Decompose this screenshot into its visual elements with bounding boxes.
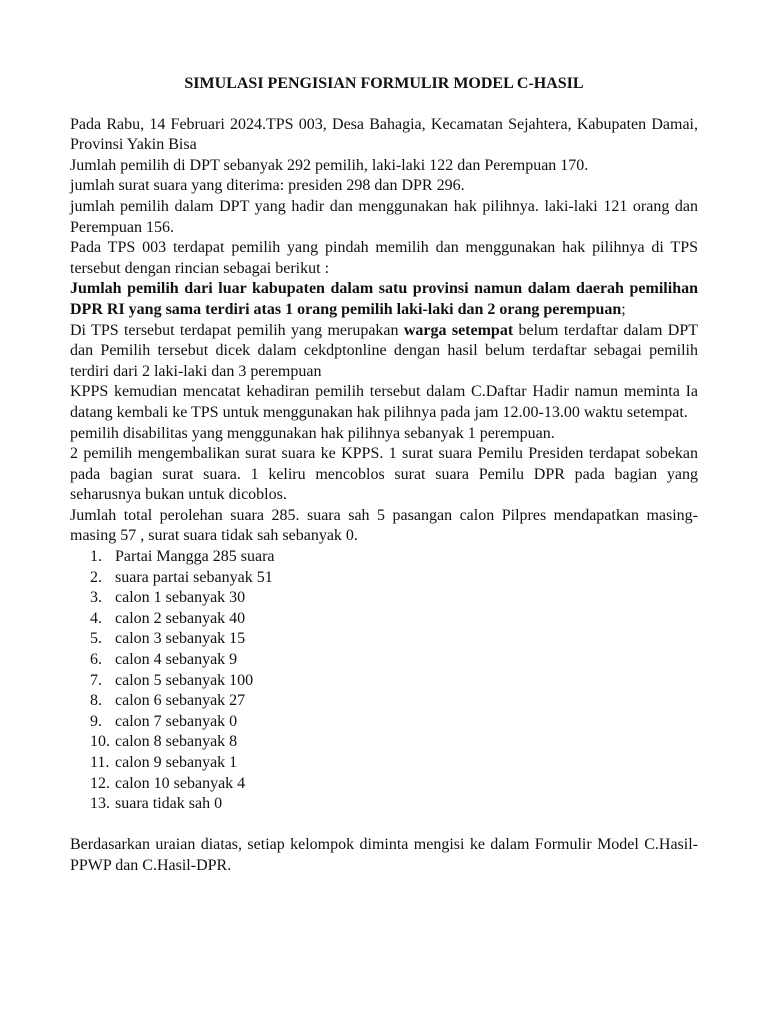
list-item: 9. calon 7 sebanyak 0	[90, 712, 238, 730]
local-residents-text-b: belum terdaftar dalam DPT dan Pemilih tersebut dicek dalam cekdptonline dengan hasil belum terdaftar sebagai pemilih terdiri dari 2 laki-laki dan 3 perempuan	[70, 321, 699, 380]
list-item: 7. calon 5 sebanyak 100	[90, 671, 254, 689]
paragraph-total-votes: Jumlah total perolehan suara 285. suara sah 5 pasangan calon Pilpres mendapatkan masing-masing 57 , surat suara tidak sah sebanyak 0.	[70, 506, 698, 545]
document-title: SIMULASI PENGISIAN FORMULIR MODEL C-HASIL	[184, 75, 584, 92]
spacer	[70, 815, 698, 836]
local-residents-bold: warga setempat	[403, 321, 514, 339]
paragraph-local-residents	[70, 321, 698, 383]
list-item: 12. calon 10 sebanyak 4	[90, 774, 246, 792]
list-item: 3. calon 1 sebanyak 30	[90, 589, 246, 607]
paragraph-kpps-record: KPPS kemudian mencatat kehadiran pemilih tersebut dalam C.Daftar Hadir namun meminta Ia datang kembali ke TPS untuk menggunakan hak pilihnya pada jam 12.00-13.00 waktu setempat.	[70, 383, 698, 421]
paragraph-outside-regency	[70, 279, 698, 320]
paragraph-closing-instruction: Berdasarkan uraian diatas, setiap kelompok diminta mengisi ke dalam Formulir Model C.Hasil-PPWP dan C.Hasil-DPR.	[70, 836, 698, 874]
outside-regency-bold-text: Jumlah pemilih dari luar kabupaten dalam satu provinsi namun dalam daerah pemilihan DPR RI yang sama terdiri atas 1 orang pemilih laki-laki dan 2 orang perempuan	[70, 280, 698, 318]
vote-results-list	[70, 547, 698, 815]
list-item: 4. calon 2 sebanyak 40	[90, 609, 246, 627]
paragraph-transfer-voters: Pada TPS 003 terdapat pemilih yang pindah memilih dan menggunakan hak pilihnya di TPS tersebut dengan rincian sebagai berikut :	[70, 239, 698, 277]
paragraph-returned-ballots: 2 pemilih mengembalikan surat suara ke KPPS. 1 surat suara Pemilu Presiden terdapat sobekan pada bagian surat suara. 1 keliru mencoblos surat suara Pemilu DPR pada bagian yang seharusnya bukan untuk dicoblos.	[70, 445, 698, 504]
list-item: 6. calon 4 sebanyak 9	[90, 651, 238, 669]
list-item: 5. calon 3 sebanyak 15	[90, 630, 246, 648]
list-item: 1. Partai Mangga 285 suara	[90, 548, 275, 566]
list-item: 8. calon 6 sebanyak 27	[90, 692, 246, 710]
outside-regency-tail: ;	[621, 300, 626, 318]
list-item: 11. calon 9 sebanyak 1	[90, 754, 238, 771]
list-item: 10. calon 8 sebanyak 8	[90, 733, 238, 751]
paragraph-dpt-attendance: jumlah pemilih dalam DPT yang hadir dan menggunakan hak pilihnya. laki-laki 121 orang dan Perempuan 156.	[70, 197, 698, 236]
list-item: 13. suara tidak sah 0	[90, 795, 223, 813]
paragraph-disability-voters: pemilih disabilitas yang menggunakan hak pilihnya sebanyak 1 perempuan.	[70, 424, 555, 442]
paragraph-ballots-received: jumlah surat suara yang diterima: presiden 298 dan DPR 296.	[70, 177, 465, 195]
paragraph-dpt-count: Jumlah pemilih di DPT sebanyak 292 pemilih, laki-laki 122 dan Perempuan 170.	[70, 156, 589, 174]
list-item: 2. suara partai sebanyak 51	[90, 568, 273, 586]
document-page	[70, 74, 698, 877]
local-residents-text-a: Di TPS tersebut terdapat pemilih yang merupakan	[70, 321, 404, 339]
paragraph-date-location: Pada Rabu, 14 Februari 2024.TPS 003, Desa Bahagia, Kecamatan Sejahtera, Kabupaten Damai, Provinsi Yakin Bisa	[70, 115, 698, 154]
